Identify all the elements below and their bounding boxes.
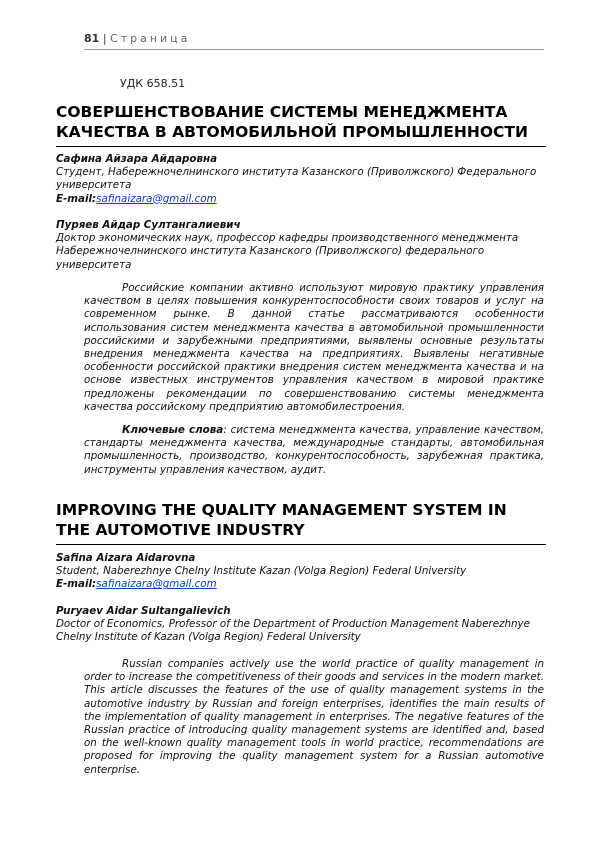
author-name: Safina Aizara Aidarovna bbox=[56, 552, 196, 564]
abstract-ru: Российские компании активно используют мировую практику управления качеством в целях повышения конкурентоспособности своих товаров и услуг на современном рынке. В данной статье рассматриваются особенности использования систем менеджмента качества в автомобильной промышленности российскими и зарубежными предприятиями, выявлены основные результаты внедрения менеджмента качества на предприятиях. Выявлены негативные особенности российской практики внедрения систем менеджмента качества и на основе известных инструментов управления качеством в мировой практике предложены рекомендации по совершенствованию системы менеджмента качества российскому предприятию автомобилестроения. bbox=[84, 282, 544, 413]
author-block-ru-1 bbox=[56, 153, 546, 206]
email-label: E-mail: bbox=[56, 578, 97, 591]
keywords-ru bbox=[84, 424, 544, 477]
page-header bbox=[84, 32, 190, 45]
email-label: E-mail: bbox=[56, 192, 97, 205]
author-block-ru-2 bbox=[56, 219, 546, 272]
article-title-ru: СОВЕРШЕНСТВОВАНИЕ СИСТЕМЫ МЕНЕДЖМЕНТА КАЧЕСТВА В АВТОМОБИЛЬНОЙ ПРОМЫШЛЕННОСТИ bbox=[56, 102, 546, 147]
author-block-en-2 bbox=[56, 605, 546, 645]
author-block-en-1 bbox=[56, 552, 546, 592]
email-link[interactable]: safinaizara@gmail.com bbox=[96, 578, 217, 591]
header-section-word: Страница bbox=[110, 32, 191, 45]
author-name: Пуряев Айдар Султангалиевич bbox=[56, 219, 241, 231]
author-email-line bbox=[56, 578, 546, 591]
article-title-en: IMPROVING THE QUALITY MANAGEMENT SYSTEM IN THE AUTOMOTIVE INDUSTRY bbox=[56, 500, 546, 545]
keywords-text: : система менеджмента качества, управление качеством, стандарты менеджмента качества, международные стандарты, автомобильная промышленность, производство, конкурентоспособность, зарубежная практика, инструменты управления качеством, аудит. bbox=[84, 424, 544, 476]
page-number: 81 bbox=[84, 32, 100, 45]
author-affiliation: Доктор экономических наук, профессор кафедры производственного менеджмента Набережночелнинского института Казанского (Приволжского) федерального университета bbox=[56, 232, 519, 271]
email-link[interactable]: safinaizara@gmail.com bbox=[96, 192, 217, 205]
header-rule bbox=[84, 49, 544, 50]
header-separator: | bbox=[102, 32, 107, 45]
author-email-line bbox=[56, 193, 546, 206]
author-affiliation: Doctor of Economics, Professor of the Department of Production Management Naberezhnye Chelny Institute of Kazan (Volga Region) Federal University bbox=[56, 618, 530, 644]
author-name: Сафина Айзара Айдаровна bbox=[56, 153, 218, 165]
keywords-label: Ключевые слова bbox=[122, 424, 224, 436]
author-name: Puryaev Aidar Sultangalievich bbox=[56, 605, 231, 617]
author-affiliation: Студент, Набережночелнинского института Казанского (Приволжского) Федерального университета bbox=[56, 166, 537, 192]
author-affiliation: Student, Naberezhnye Chelny Institute Kazan (Volga Region) Federal University bbox=[56, 565, 467, 578]
abstract-en: Russian companies actively use the world practice of quality management in order to increase the competitiveness of their goods and services in the modern market. This article discusses the features of the use of quality management systems in the automotive industry by Russian and foreign enterprises, identifies the main results of the implementation of quality management in enterprises. The negative features of the Russian practice of introducing quality management systems are identified and, based on the well-known quality management tools in world practice, recommendations are proposed for improving the quality management system for a Russian automotive enterprise. bbox=[84, 658, 544, 776]
udc-code: УДК 658.51 bbox=[120, 77, 186, 90]
